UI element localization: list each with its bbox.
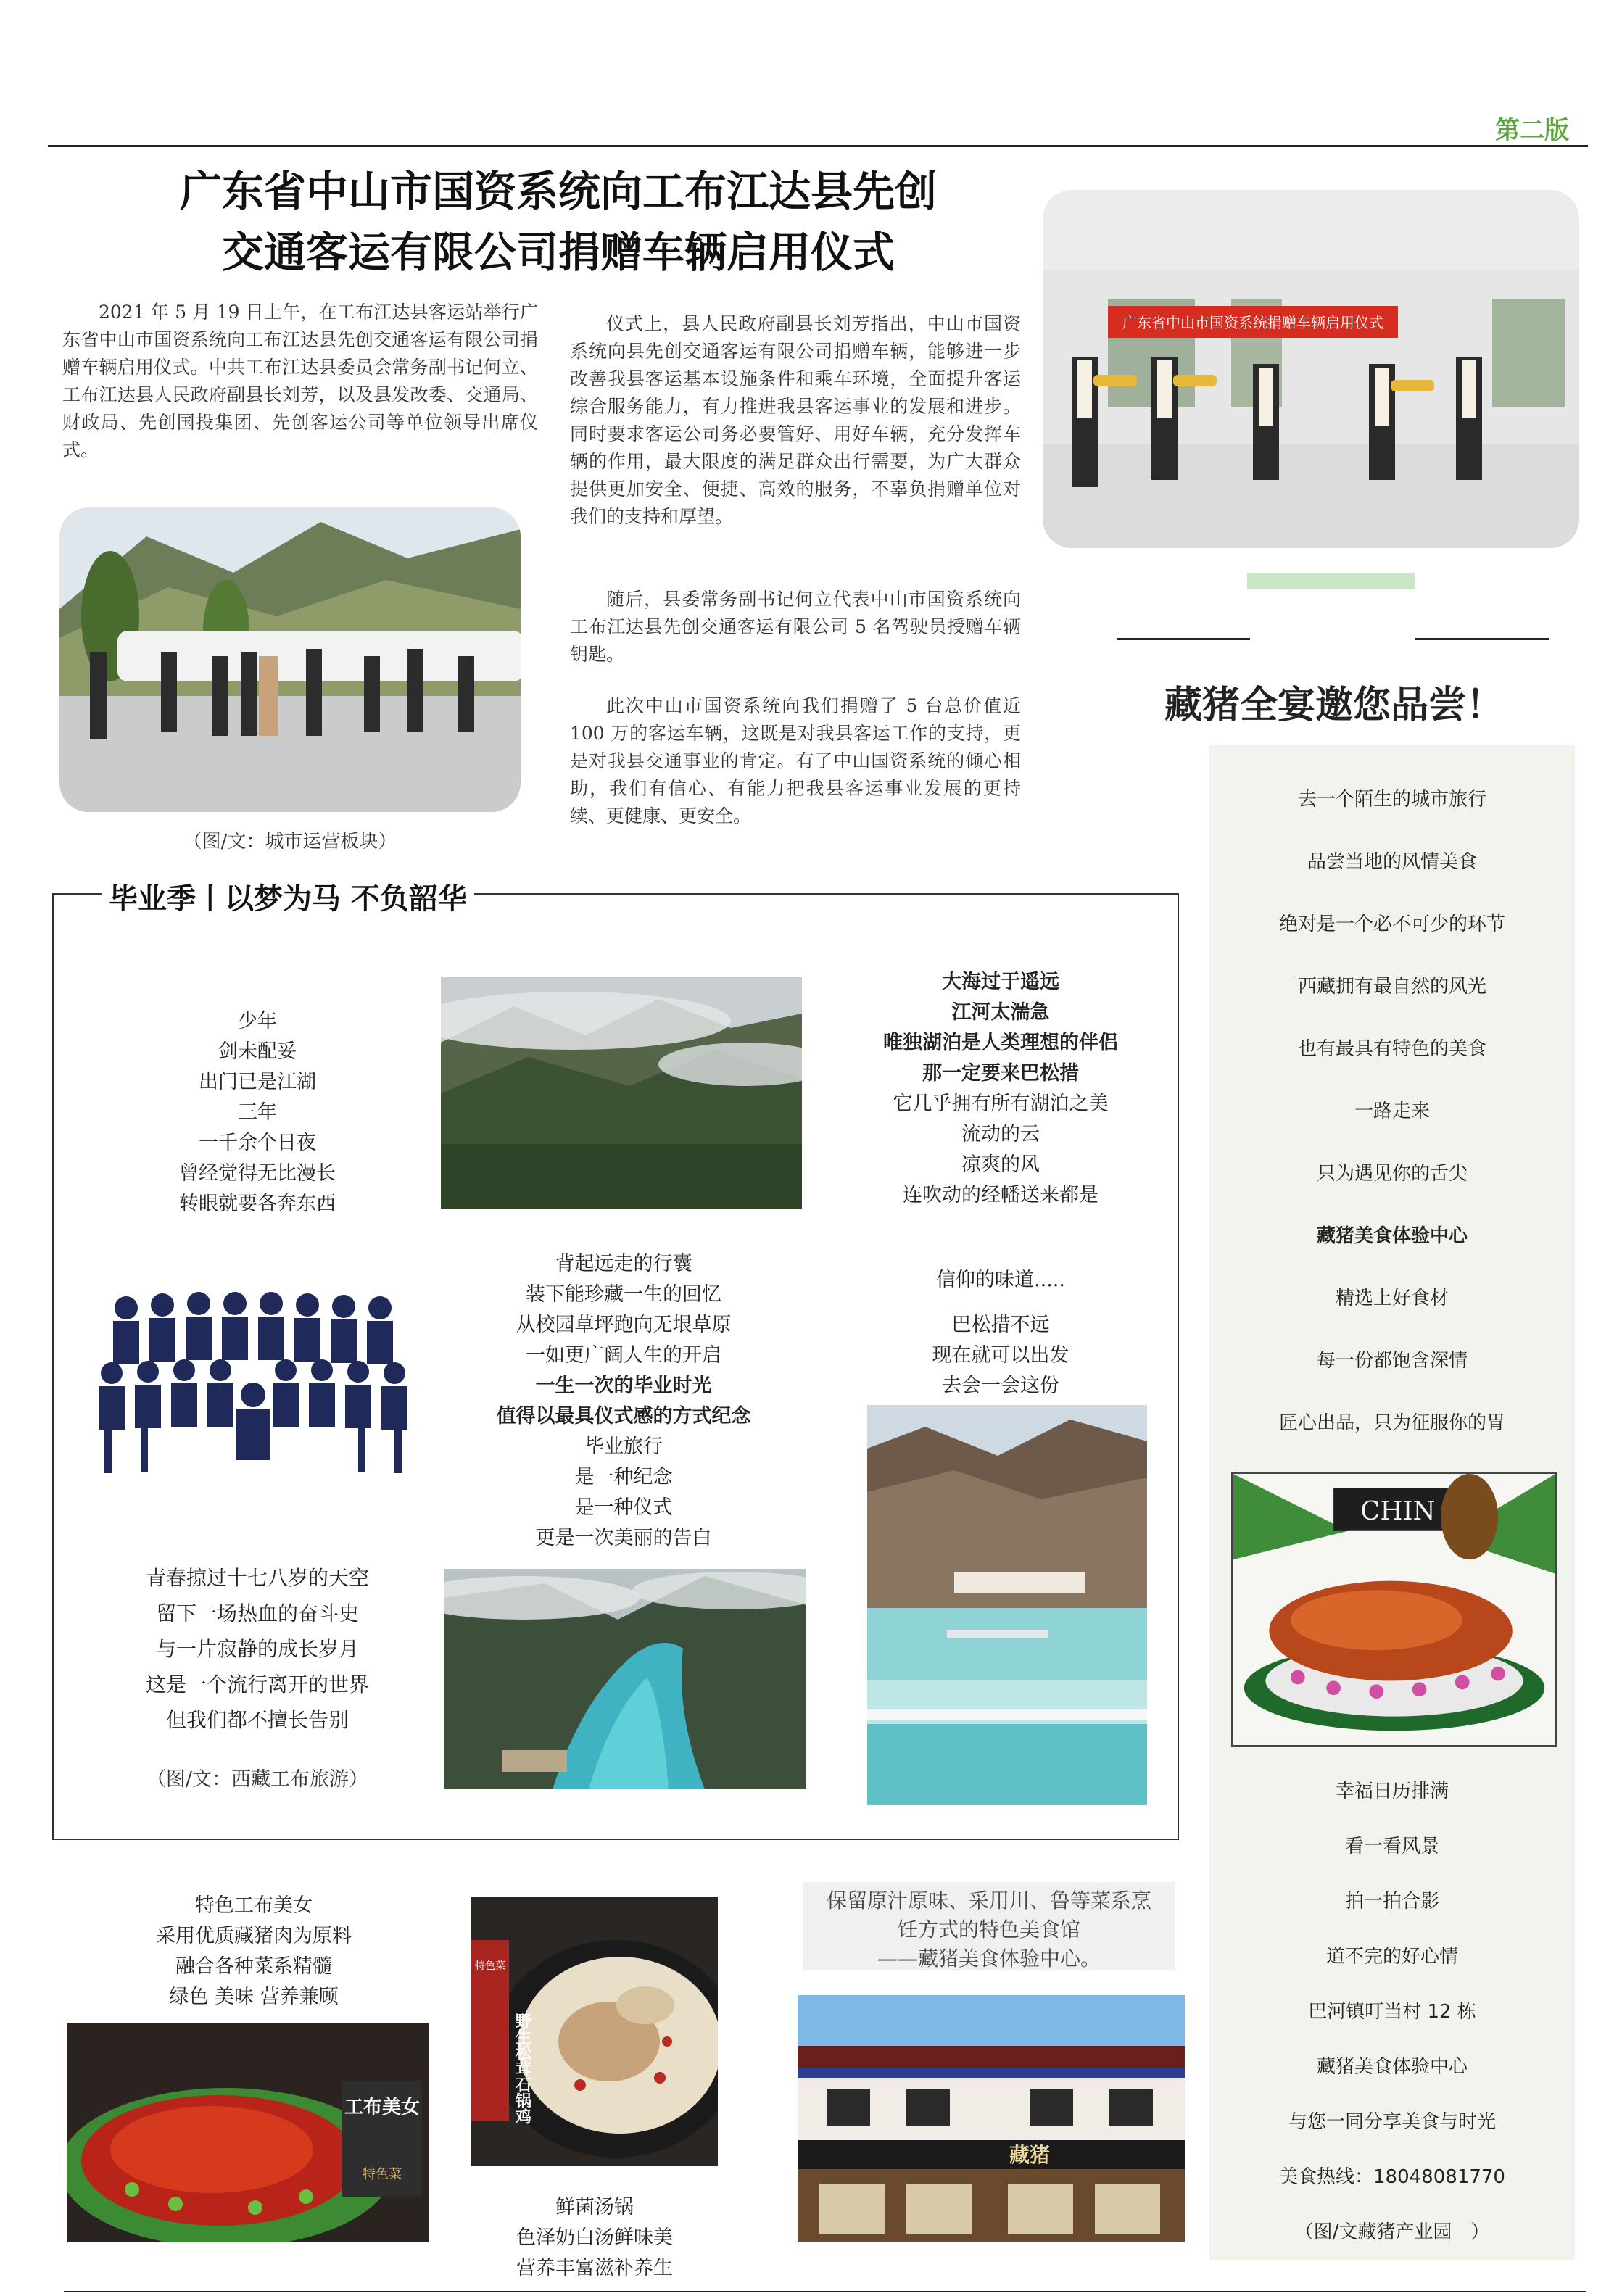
mushroom-sub-label: 特色菜: [475, 1960, 505, 1972]
poem-line: 流动的云: [961, 1123, 1040, 1145]
poem-line: 从校园草坪跑向无垠草原: [516, 1314, 732, 1336]
poem-line: 一千余个日夜: [199, 1132, 316, 1154]
mushroom-pot-photo: [471, 1897, 718, 2166]
poem-line: 营养丰富滋补养生: [516, 2257, 673, 2279]
restaurant-sign-text: 藏猪: [1009, 2143, 1051, 2167]
chili-dish-photo: [67, 2023, 429, 2242]
misty-forest-photo: [441, 977, 802, 1209]
poem-line: 信仰的味道.....: [936, 1269, 1065, 1291]
graduation-caption: （图/文：西藏工布旅游）: [146, 1768, 369, 1791]
ad-line-highlight: 藏猪美食体验中心: [1316, 1225, 1468, 1247]
poem-line-bold: 唯独湖泊是人类理想的伴侣: [883, 1032, 1118, 1054]
poem-lake: [834, 967, 1167, 1211]
graduating-students-illustration: [83, 1286, 423, 1483]
slogan-line: 保留原汁原味、采用川、鲁等菜系烹: [826, 1889, 1151, 1912]
poem-line: 青春掠过十七八岁的天空: [145, 1566, 369, 1590]
article-title-line1: 广东省中山市国资系统向工布江达县先创: [179, 167, 937, 216]
ad-line: 也有最具有特色的美食: [1297, 1038, 1486, 1060]
poem-line-bold: 那一定要来巴松措: [922, 1062, 1079, 1085]
poem-line: 鲜菌汤锅: [555, 2196, 634, 2218]
ad-line: 去一个陌生的城市旅行: [1297, 789, 1486, 811]
poem-line: 是一种仪式: [574, 1496, 673, 1519]
ceremony-photo-outdoor: [59, 507, 521, 812]
tibet-girl-dish-text: [87, 1891, 421, 2013]
turquoise-lake-photo: [444, 1569, 806, 1789]
ad-title-rule-right: [1415, 638, 1549, 640]
article-para-1: 仪式上，县人民政府副县长刘芳指出，中山市国资系统向县先创交通客运有限公司捐赠车辆，能够进一步改善我县客运基本设施条件和乘车环境，全面提升客运综合服务能力，有力推进我县客运事业的发展和进步。同时要求客运公司务必要管好、用好车辆，充分发挥车辆的作用，最大限度的满足群众出行需要，为广大群众提供更加安全、便捷、高效的服务，不辜负捐赠单位对我们的支持和厚望。: [570, 313, 1021, 527]
ceremony-photo-caption: （图/文：城市运营板块）: [183, 831, 397, 853]
article-lead: 2021 年 5 月 19 日上午，在工布江达县客运站举行广东省中山市国资系统向工布江达县先创交通客运有限公司捐赠车辆启用仪式。中共工布江达县委员会常务副书记何立、工布江达县人民政府副县长刘芳，以及县发改委、交通局、财政局、先创国投集团、先创客运公司等单位领导出席仪式。: [62, 302, 538, 460]
ad-line: 精选上好食材: [1335, 1288, 1449, 1309]
poem-line: 采用优质藏猪肉为原料: [156, 1925, 352, 1947]
poem-line: 装下能珍藏一生的回忆: [526, 1283, 721, 1306]
poem-line-bold: 值得以最具仪式感的方式纪念: [496, 1405, 751, 1427]
lake-pier-photo: [867, 1405, 1147, 1805]
header-rule: [48, 145, 1588, 147]
article-para-2: 随后，县委常务副书记何立代表中山市国资系统向工布江达县先创交通客运有限公司 5 名驾驶员授赠车辆钥匙。: [570, 589, 1021, 665]
mushroom-label: 野生松茸石锅鸡: [513, 2013, 531, 2124]
poem-line: 更是一次美丽的告白: [535, 1527, 712, 1549]
poem-line: 三年: [238, 1101, 277, 1124]
poem-line: 剑未配妥: [218, 1040, 297, 1063]
chili-sub-label: 特色菜: [363, 2167, 402, 2182]
poem-line: 背起远走的行囊: [555, 1253, 692, 1275]
graduation-title: 毕业季丨以梦为马 不负韶华: [102, 876, 474, 917]
poem-line: 留下一场热血的奋斗史: [155, 1601, 359, 1625]
poem-line: 毕业旅行: [584, 1435, 663, 1458]
ad-line: 幸福日历排满: [1335, 1781, 1449, 1802]
slogan-line: ——藏猪美食体验中心。: [877, 1947, 1101, 1970]
poem-line: 出门已是江湖: [199, 1071, 316, 1093]
poem-line-bold: 大海过于遥远: [942, 971, 1059, 993]
ad-caption: （图/文藏猪产业园 ）: [1294, 2221, 1490, 2243]
poem-line: 曾经觉得无比漫长: [179, 1162, 336, 1185]
ad-title-rule-left: [1117, 638, 1250, 640]
poem-line: 去会一会这份: [942, 1375, 1059, 1397]
ad-address: 巴河镇叮当村 12 栋: [1308, 2001, 1476, 2023]
poem-line: 巴松措不远: [951, 1314, 1050, 1336]
ad-line: 每一份都饱含深情: [1316, 1350, 1468, 1372]
restaurant-storefront-photo: [798, 1995, 1185, 2242]
poem-line: 与一片寂静的成长岁月: [155, 1637, 359, 1661]
restaurant-slogan: [803, 1882, 1175, 1970]
ad-accent-bar: [1247, 573, 1415, 589]
ad-line: 藏猪美食体验中心: [1316, 2056, 1468, 2078]
poem-line: 是一种纪念: [574, 1466, 673, 1488]
article-title-line2: 交通客运有限公司捐赠车辆启用仪式: [221, 228, 895, 277]
ad-hotline: 美食热线：18048081770: [1279, 2166, 1505, 2188]
ceremony-photo-station: [1043, 190, 1579, 548]
ad-line: 看一看风景: [1344, 1836, 1439, 1857]
footer-rule: [64, 2291, 1586, 2292]
roast-pig-photo: [1231, 1472, 1557, 1747]
ad-line: 只为遇见你的舌尖: [1316, 1163, 1468, 1185]
slogan-line: 饪方式的特色美食馆: [897, 1918, 1080, 1941]
poem-line: 少年: [238, 1010, 277, 1032]
ad-line: 拍一拍合影: [1344, 1891, 1439, 1912]
poem-line: 转眼就要各奔东西: [179, 1193, 336, 1215]
ad-line: 品尝当地的风情美食: [1307, 851, 1477, 873]
ceremony-banner-text: 广东省中山市国资系统捐赠车辆启用仪式: [1122, 314, 1383, 331]
article-para-3: 此次中山市国资系统向我们捐赠了 5 台总价值近 100 万的客运车辆，这既是对我县客运工作的支持，更是对我县交通事业的肯定。有了中山国资系统的倾心相助，我们有信心、有能力把我县客运事业发展的更持续、更健康、更安全。: [570, 695, 1021, 826]
ad-line: 与您一同分享美食与时光: [1288, 2111, 1496, 2133]
photo-sign-text: CHIN: [1360, 1496, 1436, 1526]
poem-line: 它几乎拥有所有湖泊之美: [893, 1093, 1109, 1115]
poem-line: 凉爽的风: [961, 1153, 1040, 1176]
ad-line: 匠心出品，只为征服你的胃: [1278, 1412, 1505, 1434]
ad-title: 藏猪全宴邀您品尝！: [1164, 684, 1504, 727]
ad-line: 绝对是一个必不可少的环节: [1278, 913, 1505, 935]
poem-line: 融合各种菜系精髓: [175, 1955, 332, 1978]
ad-line: 西藏拥有最自然的风光: [1297, 976, 1486, 998]
poem-line: 一如更广阔人生的开启: [526, 1344, 721, 1367]
chili-label: 工布美女: [344, 2097, 421, 2118]
poem-line-bold: 一生一次的毕业时光: [535, 1375, 712, 1397]
edition-label: 第二版: [1495, 116, 1569, 145]
poem-line: 特色工布美女: [195, 1894, 313, 1917]
ad-line: 一路走来: [1354, 1101, 1430, 1122]
poem-middle: [442, 1249, 805, 1554]
poem-youth: [145, 1006, 370, 1219]
soup-dish-text: [471, 2192, 718, 2284]
poem-line-bold: 江河太湍急: [951, 1001, 1050, 1024]
poem-farewell: [94, 1560, 421, 1738]
article-title: [87, 161, 1030, 283]
poem-line: 绿色 美味 营养兼顾: [169, 1986, 339, 2008]
poem-line: 这是一个流行离开的世界: [145, 1673, 369, 1696]
poem-line: 现在就可以出发: [932, 1344, 1069, 1367]
ad-line: 道不完的好心情: [1325, 1946, 1458, 1968]
poem-line: 色泽奶白汤鲜味美: [516, 2226, 673, 2249]
poem-line: 但我们都不擅长告别: [165, 1708, 349, 1732]
poem-line: 连吹动的经幡送来都是: [903, 1184, 1098, 1206]
